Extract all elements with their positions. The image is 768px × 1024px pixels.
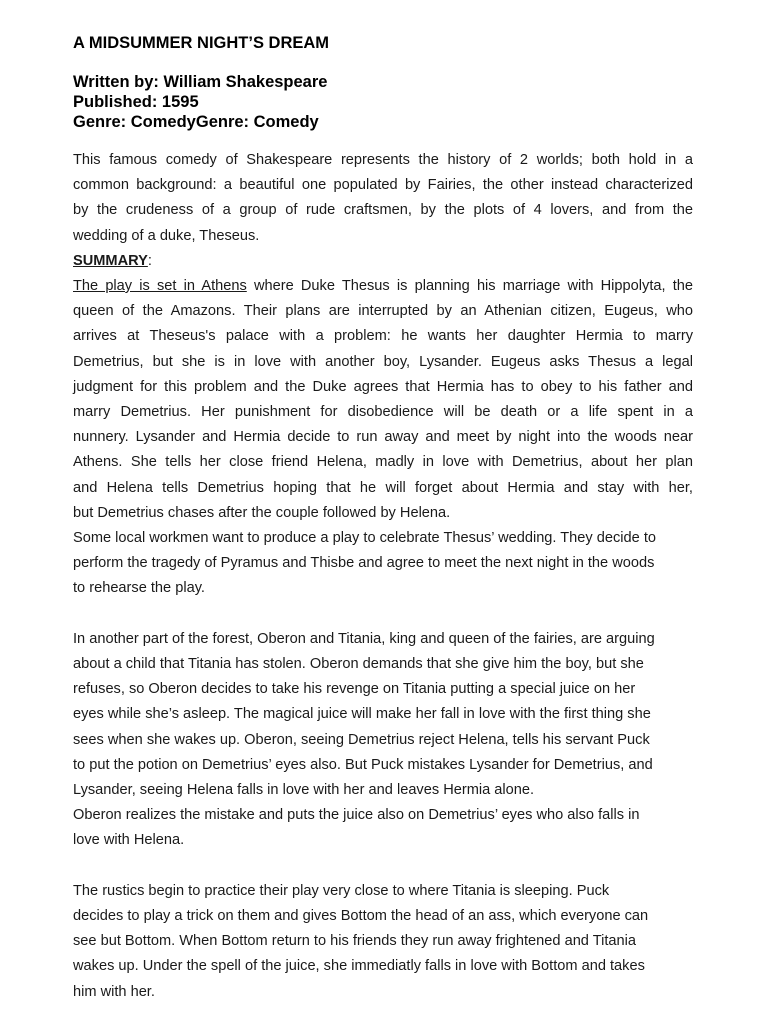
oberon-line: Oberon realizes the mistake and puts the juice also on Demetrius’ eyes who also falls in	[73, 807, 640, 824]
summary-colon: :	[147, 252, 152, 269]
author-line: Written by: William Shakespeare	[73, 73, 328, 91]
forest-line: In another part of the forest, Oberon and Titania, king and queen of the fairies, are arguing	[73, 630, 655, 647]
forest-line: refuses, so Oberon decides to take his revenge on Titania putting a special juice on her	[73, 681, 636, 698]
document-meta	[73, 72, 327, 132]
forest-line: to put the potion on Demetrius’ eyes also. But Puck mistakes Lysander for Demetrius, and	[73, 756, 653, 773]
intro-line: This famous comedy of Shakespeare represents the history of 2 worlds; both hold in a	[73, 152, 693, 168]
summary-line: queen of the Amazons. Their plans are interrupted by an Athenian citizen, Eugeus, who	[73, 303, 693, 320]
summary-line: judgment for this problem and the Duke agrees that Hermia has to obey to his father and	[73, 378, 693, 395]
rustics-paragraph	[73, 879, 693, 1005]
forest-line: Lysander, seeing Helena falls in love with her and leaves Hermia alone.	[73, 782, 535, 799]
summary-line: marry Demetrius. Her punishment for disobedience will be death or a life spent in a	[73, 404, 693, 421]
intro-line: wedding of a duke, Theseus.	[73, 227, 260, 244]
summary-line: and Helena tells Demetrius hoping that he will forget about Hermia and stay with her,	[73, 479, 693, 496]
summary-heading	[73, 249, 693, 274]
genre-line: Genre: ComedyGenre: Comedy	[73, 113, 319, 131]
paragraph-spacer	[73, 854, 693, 879]
oberon-line: love with Helena.	[73, 832, 185, 849]
document-title: A MIDSUMMER NIGHT’S DREAM	[73, 34, 330, 52]
published-line: Published: 1595	[73, 93, 199, 111]
rustics-line: see but Bottom. When Bottom return to his friends they run away frightened and Titania	[73, 933, 636, 950]
summary-line: arrives at Theseus's palace with a problem: he wants her daughter Hermia to marry	[73, 328, 693, 345]
summary-label: SUMMARY	[73, 252, 148, 269]
workmen-line: Some local workmen want to produce a play to celebrate Thesus’ wedding. They decide to	[73, 530, 657, 547]
rustics-line: decides to play a trick on them and gives Bottom the head of an ass, which everyone can	[73, 908, 649, 925]
forest-line: about a child that Titania has stolen. Oberon demands that she give him the boy, but she	[73, 656, 644, 673]
paragraph-spacer	[73, 602, 693, 627]
summary-line: nunnery. Lysander and Hermia decide to run away and meet by night into the woods near	[73, 429, 693, 446]
intro-line: by the crudeness of a group of rude craftsmen, by the plots of 4 lovers, and from the	[73, 202, 693, 219]
summary-first-line	[73, 274, 693, 299]
summary-line: Athens. She tells her close friend Helena, madly in love with Demetrius, about her plan	[73, 454, 693, 471]
oberon-paragraph	[73, 803, 693, 853]
summary-lead-rest: where Duke Thesus is planning his marriage with Hippolyta, the	[246, 278, 694, 295]
summary-line: Demetrius, but she is in love with another boy, Lysander. Eugeus asks Thesus a legal	[73, 353, 693, 370]
rustics-line: him with her.	[73, 983, 155, 1000]
forest-paragraph	[73, 627, 693, 803]
document-body	[73, 148, 693, 1005]
summary-lead-underlined: The play is set in Athens	[73, 278, 247, 295]
rustics-line: The rustics begin to practice their play very close to where Titania is sleeping. Puck	[73, 882, 610, 899]
workmen-line: to rehearse the play.	[73, 580, 205, 597]
summary-line: but Demetrius chases after the couple followed by Helena.	[73, 504, 451, 521]
intro-paragraph	[73, 148, 693, 249]
intro-line: common background: a beautiful one populated by Fairies, the other instead characterized	[73, 177, 693, 194]
summary-paragraph	[73, 274, 693, 526]
rustics-line: wakes up. Under the spell of the juice, she immediatly falls in love with Bottom and takes	[73, 958, 645, 975]
workmen-paragraph	[73, 526, 693, 602]
workmen-line: perform the tragedy of Pyramus and Thisbe and agree to meet the next night in the woods	[73, 555, 655, 572]
forest-line: sees when she wakes up. Oberon, seeing Demetrius reject Helena, tells his servant Puck	[73, 731, 650, 748]
forest-line: eyes while she’s asleep. The magical juice will make her fall in love with the first thing she	[73, 706, 651, 723]
